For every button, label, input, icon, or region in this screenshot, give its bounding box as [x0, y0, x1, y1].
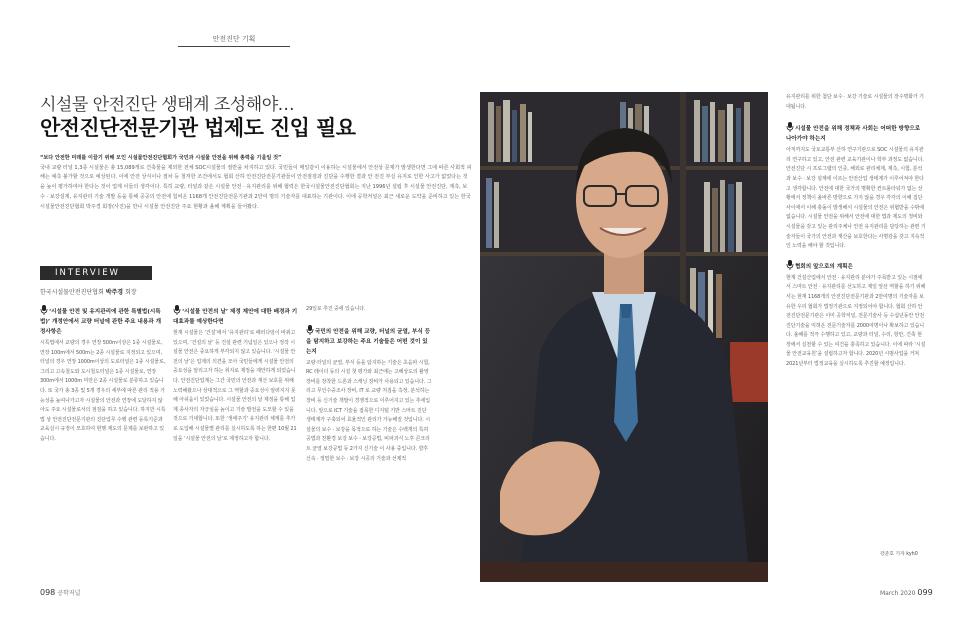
question-3-text: 국민의 안전을 위해 교량, 터널의 균열, 부식 등을 탐지하고 보강하는 주요 기술들은 어떤 것이 있는지	[306, 328, 431, 355]
microphone-icon	[786, 122, 794, 132]
issue-date: March 2020	[880, 590, 916, 597]
section-divider	[178, 46, 290, 47]
text-column-3	[306, 305, 432, 464]
lead-quote: “보다 안전한 미래를 이끌기 위해 모인 시설물안전진단협회가 국민과 시설물 안전을 위해 총력을 기울일 것”	[40, 155, 282, 161]
portrait-illustration	[480, 92, 768, 582]
question-5-text: 협회의 앞으로의 계획은	[795, 263, 853, 270]
footer-left	[40, 588, 80, 597]
microphone-icon	[786, 260, 794, 270]
microphone-icon	[40, 305, 48, 315]
column-1-body: 시특법에서 교량의 경우 연장 500m이상은 1종 시설물로, 연장 100m에서 500m는 2종 시설물로 지정되고 있으며, 터널의 경우 연장 1000m이상의 도로터널은 1종 시설물로, 그리고 고속철도와 도시철도터널은 1종 시설물로, 연장 300m에서 1000m 미만은 2종 시설물로 분류하고 있습니다. 또 국가 총 3종 및 5개 경우의 세부에 따른 관리 적용 가능성을 높여나가고자 시설물의 안전과 연장에 도달하지 않아도 주요 시설물로서의 점검을 하고 있습니다. 하지만 시특법 상 안전진단전문기관의 진단업무 수행 관련 등록기준과 교육실시 규정이 모호하여 현행 제도의 문제를 보완하고 있습니다.	[40, 340, 166, 442]
column-3-note: 29일로 추진 중에 있습니다.	[306, 306, 366, 312]
byline-title: 회장	[125, 289, 137, 296]
article-title-line1: 시설물 안전진단 생태계 조성해야…	[40, 95, 295, 115]
article-lead	[40, 154, 472, 212]
question-4	[786, 122, 926, 144]
byline-name: 박주경	[105, 289, 124, 296]
reporter-credit: 강준호 기자 kyh0	[880, 552, 918, 557]
publication-name: 공학저널	[57, 590, 81, 597]
interviewee-photo	[480, 92, 768, 582]
question-1-text: ‘시설물 안전 및 유지관리에 관한 특별법(시특법)’ 개정안에서 교량 터널에 관한 주요 내용과 개정사항은	[40, 309, 161, 335]
question-3	[306, 325, 432, 357]
column-3-body: 교량·터널의 균열, 부식 등을 탐지하는 기술은 초음파 시험, RC 레이더 등의 시설 첫 평가와 최근에는 고해상도의 촬영 장비를 장착한 드론과 스캐닝 장비가 사용되고 있습니다. 그리고 무인수중조사 장비, IT 로 교량 처짐을 측정, 분석하는 장비 등 신기술 개발이 경쟁적으로 이루어지고 있는 추세입니다. 앞으로 ICT 기술을 접목한 디지털 기반 스마트 진단 생태계가 구축되어 효율적인 관리가 가능해질 것입니다. 시설물의 보수 · 보강을 목적으로 하는 기술은 수백개의 특허공법과 친환경 보강 보수 · 보강공법, 비파괴식 노후 콘크리트 균열 보강공법 등 2가지 신기술 이 사용 중입니다. 향후 신속 · 정밀한 보수 · 보강 시공의 기술과 선제적	[306, 359, 432, 462]
byline-org: 한국시설물안전진단협회	[40, 289, 104, 296]
question-5	[786, 260, 926, 272]
section-label: 안전진단 기획	[212, 35, 256, 43]
column-2-body: 현재 시설물은 ‘건설’에서 ‘유지관리’로 패러다임이 바뀌고 있으며, ‘건설의 날’ 등 건설 관련 기념일은 있으나 정작 시설물 안전은 중요하게 부각되지 않고 있습니다. ‘시설물 안전의 날’은 업계의 의견을 모아 국민들에게 시설물 안전의 중요성을 알리고자 하는 취지로 제정을 제안하게 되었습니다. 안전진단업계는 그간 국민의 안전과 재산 보호를 위해 노력해왔으나 상대적으로 그 역할과 중요성이 알려지지 못해 아쉬움이 있었습니다. 시설물 안전의 날 제정을 통해 업계 종사자의 자긍심을 높이고 기술 발전을 도모할 수 있을 것으로 기대합니다. 또한 ‘생애주기’ 유지관리 체계를 추가로 도입해 시설물별 관리를 실시하도록 하는 한편 10월 21일을 ‘시설물 안전의 날’로 제정하고자 합니다.	[173, 330, 297, 442]
byline	[40, 287, 137, 296]
right-paragraph-2: 현재 건설산업에서 안전 · 유지관리 분야가 주목받고 있는 시점에서 스마트 안전 · 유지관리를 선도하고 제일 앞선 역할을 하기 위해서는 현재 1168개의 안전진단전문기관과 2만여명의 기술자를 보유한 우리 협회가 법정기관으로 지정되어야 합니다. 협회 산하 안전진단전문기관은 이미 공학저널, 전문기술사 등 수십년동안 안전진단기술을 익혀온 전문기술자를 2000여명이나 확보하고 있습니다. 올해를 적극 수행하고 있고, 교량과 터널, 수리, 항만, 건축 현장에서 실천할 수 있는 여건을 충족하고 있습니다. 이에 따라 ‘시설물 안전교육원’을 설립하고자 합니다. 2020년 시범사업을 거쳐 2021년부터 법정교육을 실시하도록 추진할 예정입니다.	[786, 274, 926, 368]
question-4-text: 시설물 안전을 위해 정책과 사회는 어떠한 방향으로 나아가야 하는지	[786, 126, 921, 143]
text-column-1	[40, 305, 166, 445]
text-column-2	[173, 305, 299, 444]
microphone-icon	[306, 325, 314, 335]
lead-body: 국내 교량 터널 1,3종 시설물은 총 15,089개로 건축물을 제외한 전체 SOC시설물의 절반을 차지하고 있다. 국민들이 매일같이 이용하는 시설물에서 안전상 문제가 발생한다면 그에 따른 사회적 피해는 예측 불가할 것으로 예상된다. 이에 안전 상식이나 절차 등 철저한 조건에서도 협회 산하 안전진단전문기관들이 안전점검과 진단을 수행한 결과 안 전진 부실 유지로 인한 사고가 없었다는 것을 높이 평가하여야 한다는 것이 업계 이들의 생각이다. 특히 교량, 터널과 같은 시설물 안전 · 유지관리를 위해 협력은 한국시설물안전진단협회는 지난 1996년 설립 후 시설물 안전진단, 계측, 보수 · 보강설계, 유지관리 기술 개발 등을 통해 공공의 안전에 힘써온 1168개 안전진단전문기관과 2만여 명의 기술자를 대표하는 기관이다. 이에 공학저널은 최근 새로운 도약을 준비하고 있는 한국시설물안전진단협회 박주경 회장(사진)을 만나 시설물 안전진단 주요 현황과 올해 계획을 들어봤다.	[40, 164, 472, 210]
question-1	[40, 305, 166, 337]
footer-right	[880, 588, 933, 597]
page-number-left: 098	[40, 588, 56, 597]
right-paragraph-1: 아직까지도 국토교통부 산하 연구기관으로 SOC 시설물의 유지관리 연구하고 있고, 안전 관련 교육기관이나 학부 과정도 없습니다. 안전진단 시 프로그램의 인증, 해외로 관리체계, 계측, 시험, 분석과 보수 · 보강 설계에 이르는 안전산업 생태계가 이루어져야 한다고 생각합니다. 안전에 대한 국가의 명확한 컨트롤타워가 없는 상황에서 정책이 올바른 방향으로 가지 않을 경우 각각의 이해 집단 사이에서 이해 충돌이 발생해서 시설물의 안전은 위협받을 수밖에 없습니다. 시설물 안전을 위해서 안전에 대한 법과 제도의 정비와 시설물을 갖고 있는 관리주체나 안전 유지관리를 담당하는 관련 기술자들이 국가의 안전과 재산을 보호한다는 사명감을 갖고 지속적인 노력을 해야 할 것입니다.	[786, 147, 926, 250]
question-2	[173, 305, 299, 327]
question-2-text: ‘시설물 안전의 날’ 제정 제안에 대한 배경과 기대효과를 예상한다면	[173, 309, 298, 325]
page-number-right: 099	[917, 588, 933, 597]
microphone-icon	[173, 305, 181, 315]
right-text-column	[786, 93, 926, 370]
right-paragraph-0: 유지관리를 위한 첨단 보수 · 보강 기술로 시설물의 장수명화가 기대됩니다.	[786, 94, 924, 110]
article-title-line2: 안전진단전문기관 법제도 진입 필요	[40, 116, 356, 140]
interview-label: INTERVIEW	[40, 266, 152, 280]
